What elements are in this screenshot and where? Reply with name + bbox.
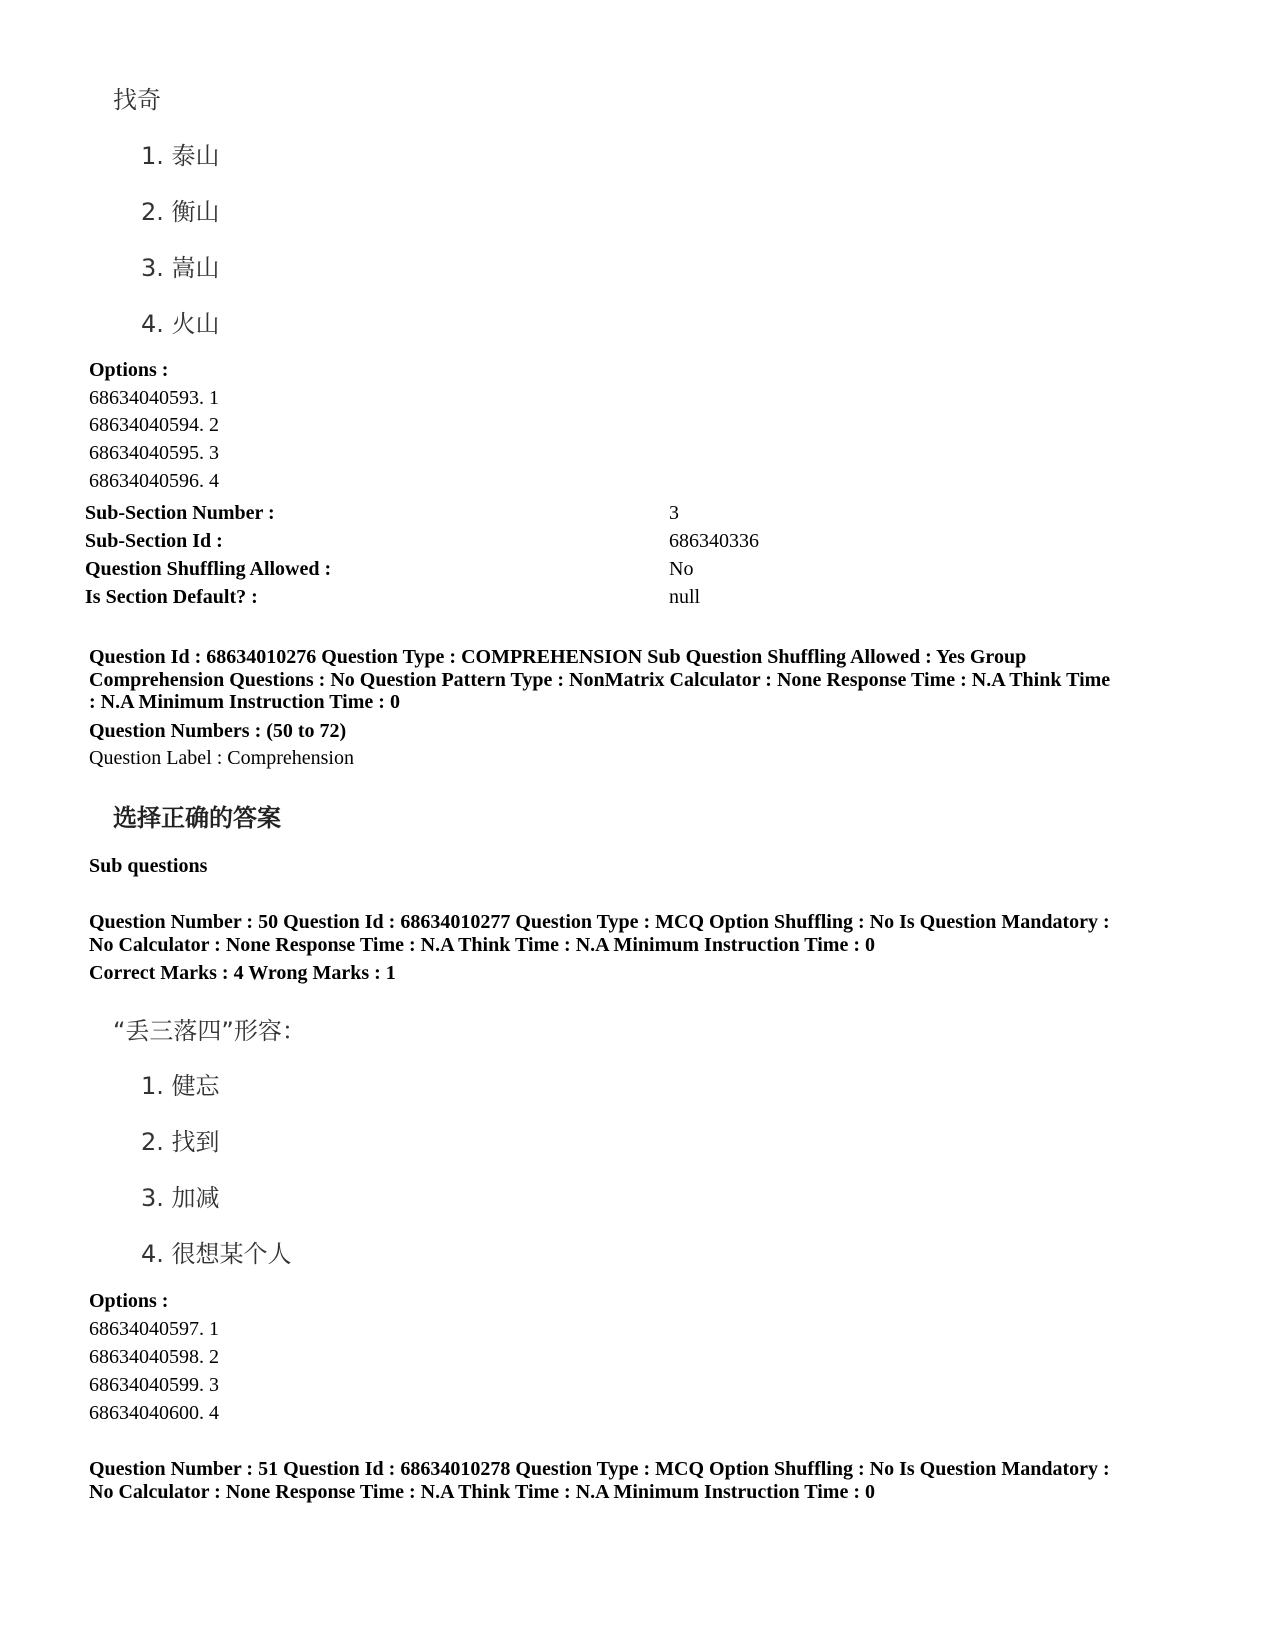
q50-header-line-1: Question Number : 50 Question Id : 68634010277 Question Type : MCQ Option Shuffling : No Is Question Mandatory : bbox=[89, 911, 1110, 933]
section-default-value: null bbox=[669, 586, 701, 608]
q50-marks: Correct Marks : 4 Wrong Marks : 1 bbox=[89, 962, 396, 984]
q49-choice-2: 2. 衡山 bbox=[141, 198, 220, 226]
q50-prompt: “丢三落四”形容： bbox=[113, 1017, 306, 1045]
q50-option-2: 68634040598. 2 bbox=[89, 1346, 219, 1368]
subsection-number-value: 3 bbox=[669, 502, 679, 524]
subsection-id-label: Sub-Section Id : bbox=[85, 530, 223, 552]
q50-options-label: Options : bbox=[89, 1290, 169, 1312]
q49-option-1: 68634040593. 1 bbox=[89, 387, 219, 409]
q50-header-line-2: No Calculator : None Response Time : N.A Think Time : N.A Minimum Instruction Time : 0 bbox=[89, 934, 875, 956]
comprehension-header-line-1: Question Id : 68634010276 Question Type : COMPREHENSION Sub Question Shuffling Allowed : Yes Group bbox=[89, 646, 1027, 668]
question-label: Question Label : Comprehension bbox=[89, 747, 354, 769]
q50-choice-2: 2. 找到 bbox=[141, 1128, 220, 1156]
q49-choice-3: 3. 嵩山 bbox=[141, 254, 220, 282]
q50-choice-3: 3. 加减 bbox=[141, 1184, 220, 1212]
subsection-id-value: 686340336 bbox=[669, 530, 759, 552]
q49-choice-4: 4. 火山 bbox=[141, 310, 220, 338]
q50-option-3: 68634040599. 3 bbox=[89, 1374, 219, 1396]
q50-choice-1: 1. 健忘 bbox=[141, 1072, 220, 1100]
q49-option-2: 68634040594. 2 bbox=[89, 414, 219, 436]
q49-option-3: 68634040595. 3 bbox=[89, 442, 219, 464]
section-default-label: Is Section Default? : bbox=[85, 586, 258, 608]
comprehension-passage: 选择正确的答案 bbox=[113, 804, 281, 832]
q49-prompt: 找奇 bbox=[113, 86, 161, 114]
q50-option-4: 68634040600. 4 bbox=[89, 1402, 219, 1424]
q50-choice-4: 4. 很想某个人 bbox=[141, 1240, 292, 1268]
q51-header-line-1: Question Number : 51 Question Id : 68634010278 Question Type : MCQ Option Shuffling : No Is Question Mandatory : bbox=[89, 1458, 1110, 1480]
q50-option-1: 68634040597. 1 bbox=[89, 1318, 219, 1340]
q49-options-label: Options : bbox=[89, 359, 169, 381]
q49-option-4: 68634040596. 4 bbox=[89, 470, 219, 492]
comprehension-header-line-3: : N.A Minimum Instruction Time : 0 bbox=[89, 691, 400, 713]
question-numbers: Question Numbers : (50 to 72) bbox=[89, 720, 347, 742]
question-shuffling-value: No bbox=[669, 558, 694, 580]
comprehension-header-line-2: Comprehension Questions : No Question Pattern Type : NonMatrix Calculator : None Response Time : N.A Think Time bbox=[89, 669, 1111, 691]
q51-header-line-2: No Calculator : None Response Time : N.A Think Time : N.A Minimum Instruction Time : 0 bbox=[89, 1481, 875, 1503]
subsection-number-label: Sub-Section Number : bbox=[85, 502, 275, 524]
sub-questions-heading: Sub questions bbox=[89, 855, 208, 877]
question-shuffling-label: Question Shuffling Allowed : bbox=[85, 558, 332, 580]
q49-choice-1: 1. 泰山 bbox=[141, 142, 220, 170]
